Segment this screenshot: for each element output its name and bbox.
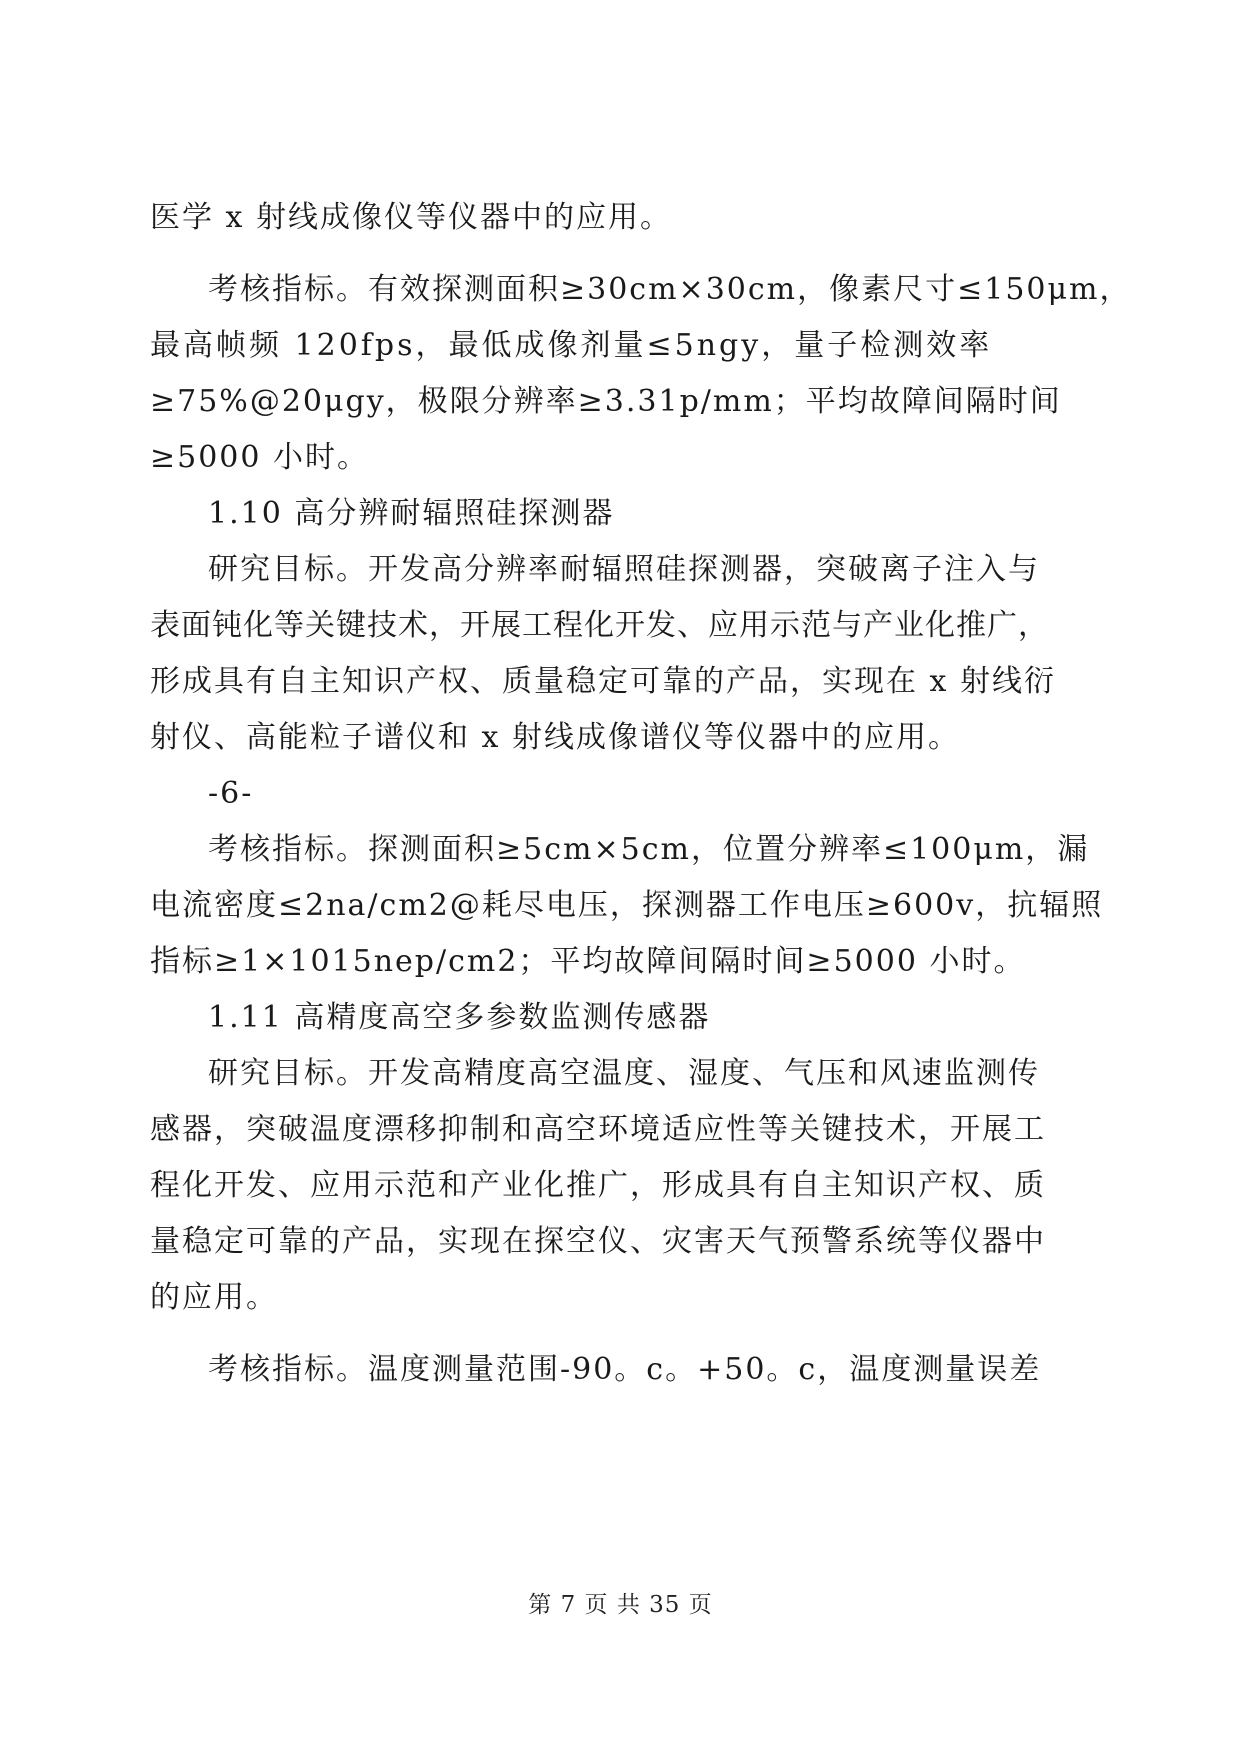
page-marker: -6- [208, 776, 254, 811]
paragraph-line-7: 研究目标。开发高分辨率耐辐照硅探测器，突破离子注入与 [208, 552, 1040, 587]
paragraph-line-10: 射仪、高能粒子谱仪和 x 射线成像谱仪等仪器中的应用。 [150, 720, 960, 755]
paragraph-line-20: 的应用。 [150, 1280, 278, 1315]
paragraph-line-13: 电流密度≤2na/cm2@耗尽电压，探测器工作电压≥600v，抗辐照 [150, 888, 1104, 923]
paragraph-line-9: 形成具有自主知识产权、质量稳定可靠的产品，实现在 x 射线衍 [150, 664, 1056, 699]
section-heading-1-11: 1.11 高精度高空多参数监测传感器 [208, 1000, 711, 1035]
paragraph-line-21: 考核指标。温度测量范围-90。c。+50。c，温度测量误差 [208, 1352, 1042, 1387]
paragraph-line-16: 研究目标。开发高精度高空温度、湿度、气压和风速监测传 [208, 1056, 1040, 1091]
paragraph-line-8: 表面钝化等关键技术，开展工程化开发、应用示范与产业化推广， [150, 608, 1049, 643]
paragraph-line-18: 程化开发、应用示范和产业化推广，形成具有自主知识产权、质 [150, 1168, 1046, 1203]
paragraph-line-12: 考核指标。探测面积≥5cm×5cm，位置分辨率≤100μm，漏 [208, 832, 1090, 867]
paragraph-line-14: 指标≥1×1015nep/cm2；平均故障间隔时间≥5000 小时。 [150, 944, 1026, 979]
paragraph-line-4: ≥75%@20μgy，极限分辨率≥3.31p/mm；平均故障间隔时间 [150, 384, 1062, 419]
paragraph-line-5: ≥5000 小时。 [150, 440, 370, 475]
paragraph-line-17: 感器，突破温度漂移抑制和高空环境适应性等关键技术，开展工 [150, 1112, 1046, 1147]
paragraph-line-1: 医学 x 射线成像仪等仪器中的应用。 [150, 200, 672, 235]
section-heading-1-10: 1.10 高分辨耐辐照硅探测器 [208, 496, 615, 531]
page-footer: 第 7 页 共 35 页 [528, 1592, 713, 1618]
paragraph-line-2: 考核指标。有效探测面积≥30cm×30cm，像素尺寸≤150μm， [208, 272, 1132, 307]
paragraph-line-19: 量稳定可靠的产品，实现在探空仪、灾害天气预警系统等仪器中 [150, 1224, 1046, 1259]
paragraph-line-3: 最高帧频 120fps，最低成像剂量≤5ngy，量子检测效率 [150, 328, 993, 363]
